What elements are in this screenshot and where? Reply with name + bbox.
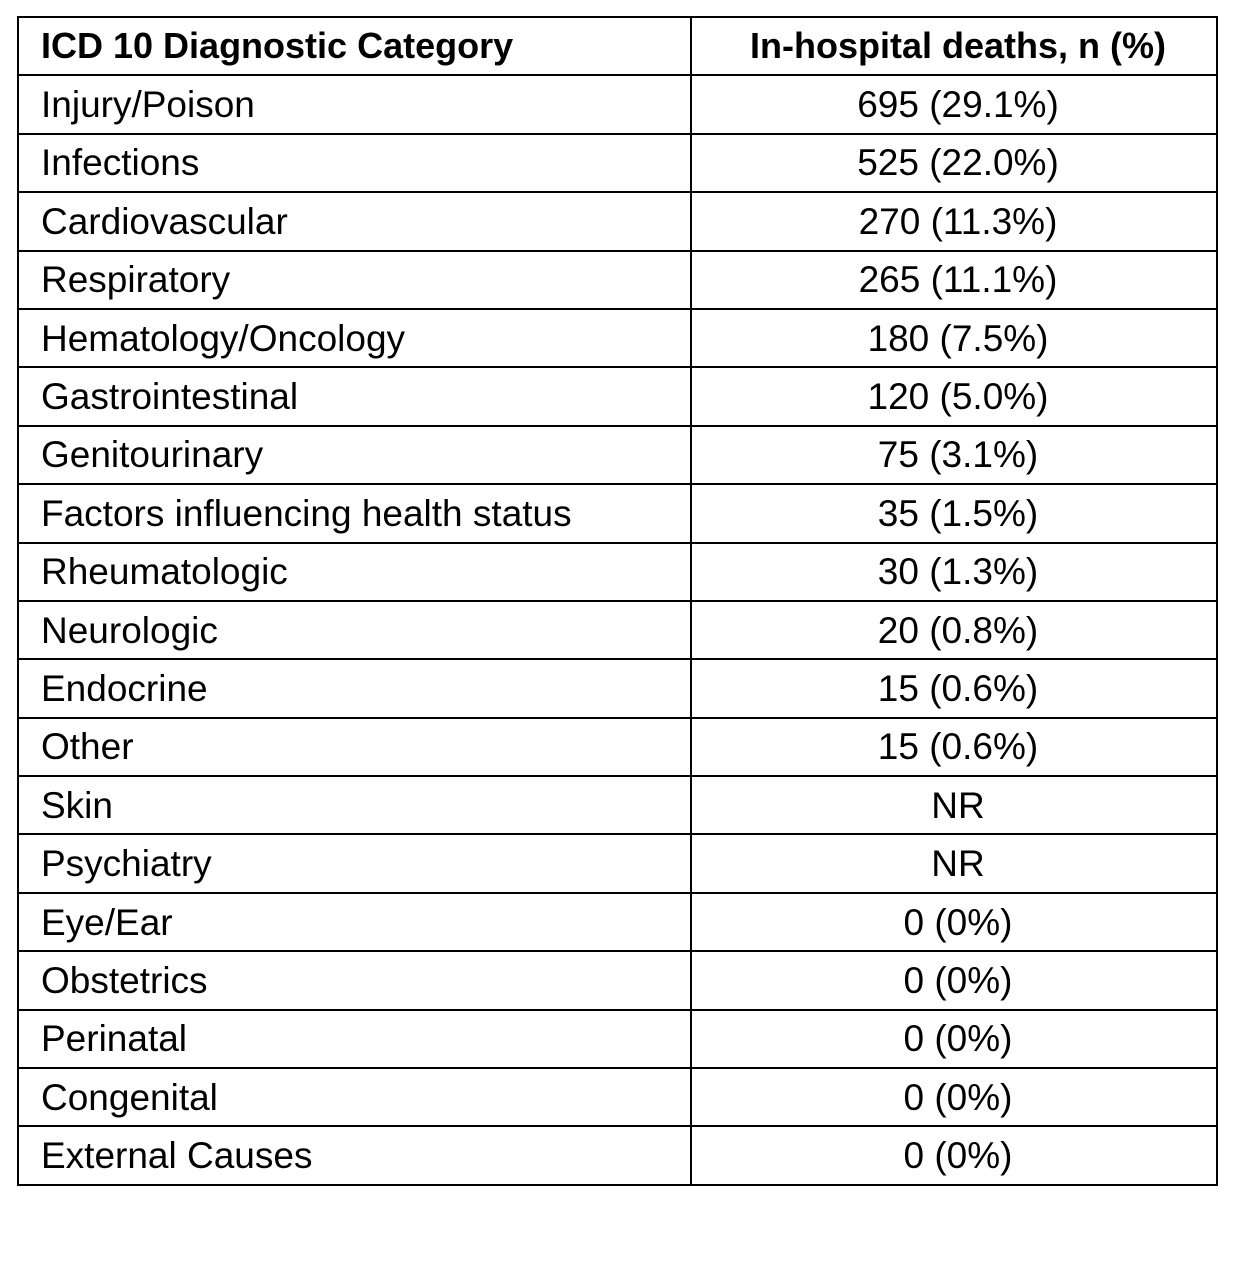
table-row [18, 192, 1217, 250]
category-cell: Perinatal [18, 1010, 691, 1068]
header-category: ICD 10 Diagnostic Category [18, 17, 691, 75]
category-cell: Injury/Poison [18, 75, 691, 133]
table-row [18, 367, 1217, 425]
table-row [18, 718, 1217, 776]
category-cell: Obstetrics [18, 951, 691, 1009]
deaths-cell: 30 (1.3%) [691, 543, 1217, 601]
table-row [18, 426, 1217, 484]
deaths-cell: 20 (0.8%) [691, 601, 1217, 659]
deaths-cell: 265 (11.1%) [691, 251, 1217, 309]
table-row [18, 1126, 1217, 1184]
deaths-cell: 0 (0%) [691, 893, 1217, 951]
table-row [18, 75, 1217, 133]
table-row [18, 134, 1217, 192]
category-cell: Rheumatologic [18, 543, 691, 601]
category-cell: Cardiovascular [18, 192, 691, 250]
deaths-cell: NR [691, 776, 1217, 834]
category-cell: Hematology/Oncology [18, 309, 691, 367]
table-row [18, 951, 1217, 1009]
table-row [18, 1068, 1217, 1126]
table-row [18, 659, 1217, 717]
category-cell: Genitourinary [18, 426, 691, 484]
deaths-cell: 0 (0%) [691, 1068, 1217, 1126]
table-row [18, 484, 1217, 542]
deaths-cell: NR [691, 834, 1217, 892]
table-row [18, 776, 1217, 834]
category-cell: Other [18, 718, 691, 776]
header-deaths: In-hospital deaths, n (%) [691, 17, 1217, 75]
deaths-cell: 695 (29.1%) [691, 75, 1217, 133]
category-cell: Neurologic [18, 601, 691, 659]
category-cell: Respiratory [18, 251, 691, 309]
category-cell: Psychiatry [18, 834, 691, 892]
category-cell: Eye/Ear [18, 893, 691, 951]
category-cell: Infections [18, 134, 691, 192]
deaths-cell: 35 (1.5%) [691, 484, 1217, 542]
deaths-cell: 120 (5.0%) [691, 367, 1217, 425]
category-cell: Endocrine [18, 659, 691, 717]
deaths-cell: 15 (0.6%) [691, 718, 1217, 776]
icd-deaths-table [17, 16, 1218, 1186]
table-row [18, 893, 1217, 951]
table-row [18, 601, 1217, 659]
category-cell: Factors influencing health status [18, 484, 691, 542]
table-row [18, 543, 1217, 601]
table-row [18, 834, 1217, 892]
deaths-cell: 75 (3.1%) [691, 426, 1217, 484]
deaths-cell: 180 (7.5%) [691, 309, 1217, 367]
deaths-cell: 15 (0.6%) [691, 659, 1217, 717]
category-cell: External Causes [18, 1126, 691, 1184]
deaths-cell: 0 (0%) [691, 951, 1217, 1009]
table-row [18, 309, 1217, 367]
category-cell: Congenital [18, 1068, 691, 1126]
category-cell: Gastrointestinal [18, 367, 691, 425]
deaths-cell: 0 (0%) [691, 1010, 1217, 1068]
table-row [18, 1010, 1217, 1068]
table-row [18, 251, 1217, 309]
deaths-cell: 0 (0%) [691, 1126, 1217, 1184]
category-cell: Skin [18, 776, 691, 834]
deaths-cell: 270 (11.3%) [691, 192, 1217, 250]
deaths-cell: 525 (22.0%) [691, 134, 1217, 192]
table-header-row [18, 17, 1217, 75]
